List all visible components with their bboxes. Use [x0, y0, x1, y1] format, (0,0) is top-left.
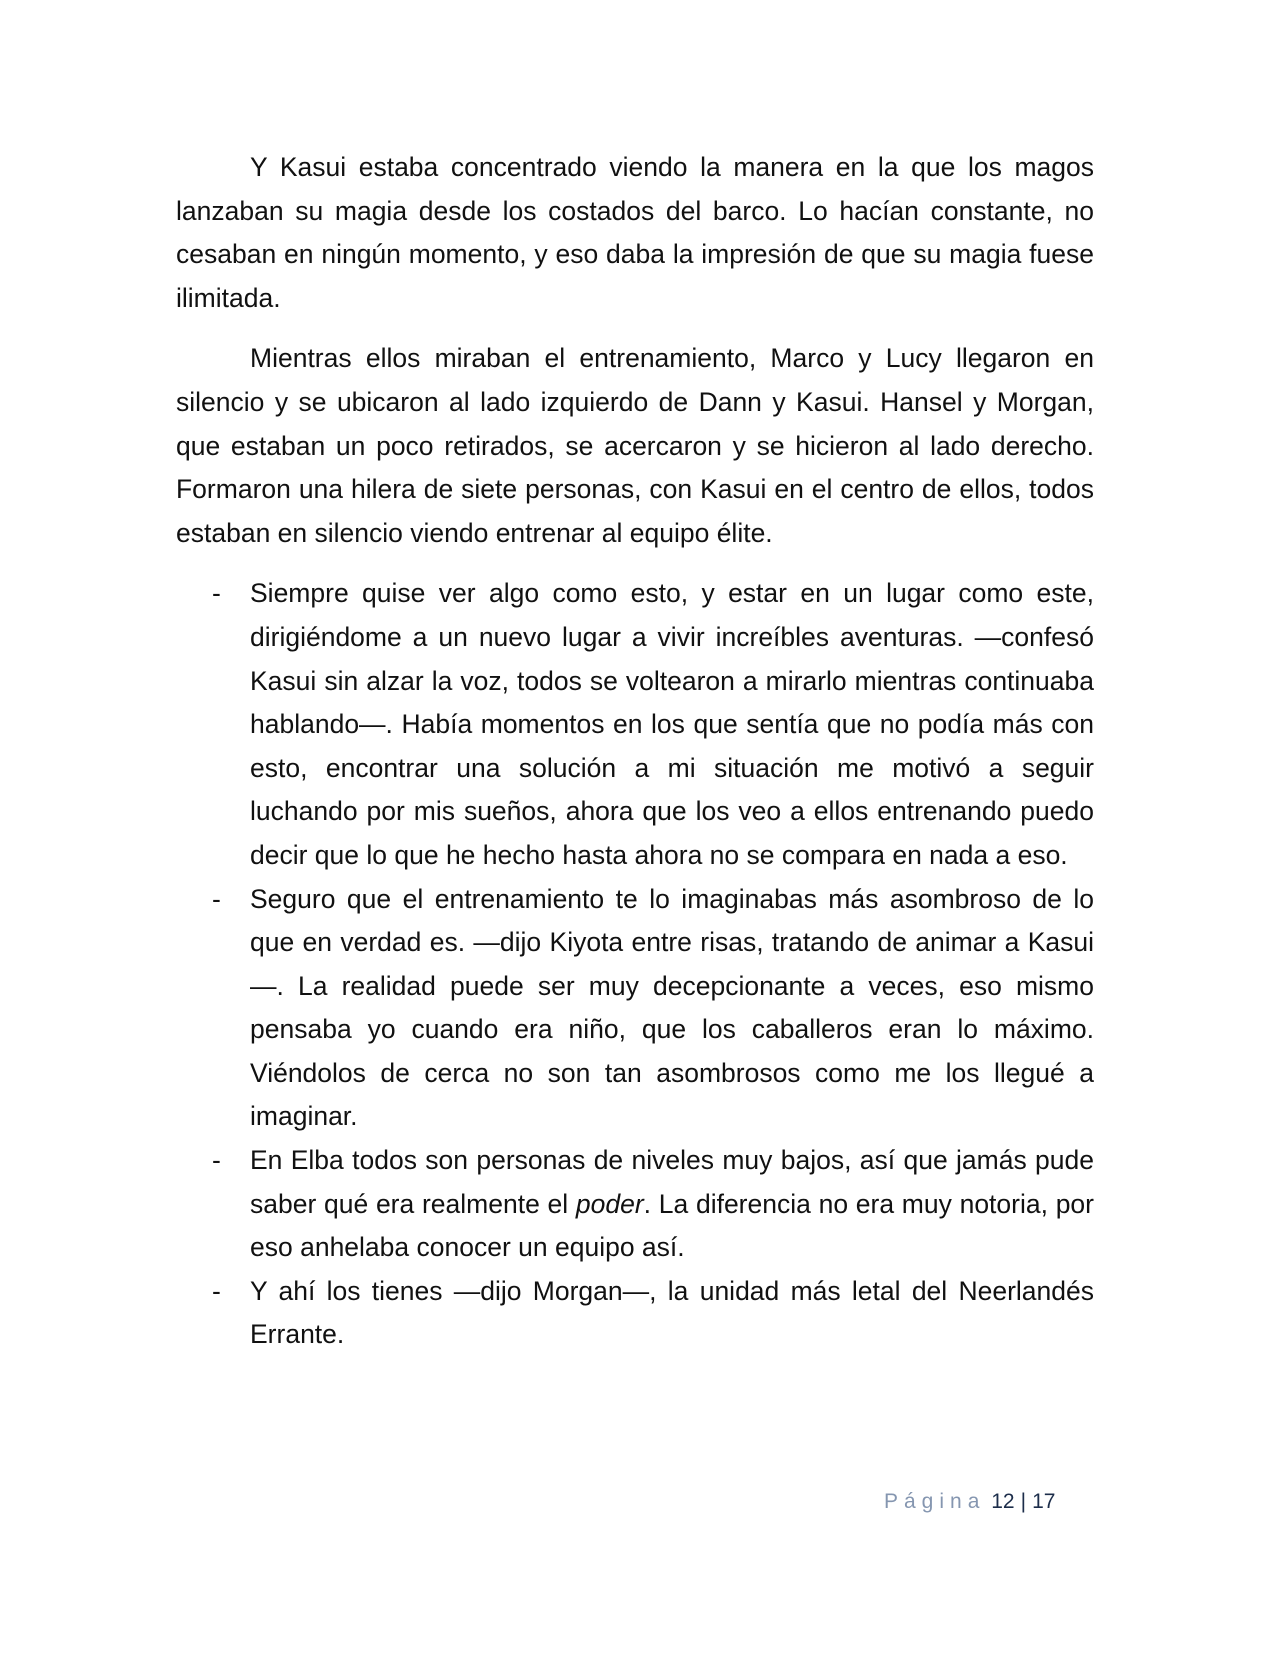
dialogue-text-after: . La diferencia no era muy notoria, por eso anhelaba conocer un equipo así. — [250, 1188, 1094, 1263]
dialogue-line-3 — [176, 1139, 1094, 1270]
dialogue-dash: - — [212, 578, 221, 609]
dialogue-line-1 — [176, 572, 1094, 877]
dialogue-text-before: En Elba todos son personas de niveles muy bajos, así que jamás pude saber qué era realmente el — [250, 1145, 1094, 1219]
dialogue-dash: - — [212, 1145, 221, 1176]
page-footer — [884, 1488, 1055, 1516]
page-label: Página — [884, 1490, 986, 1513]
page-total: 17 — [1032, 1490, 1056, 1513]
page-number: 12 — [991, 1490, 1015, 1513]
dialogue-line-2 — [176, 878, 1094, 1140]
dialogue-dash: - — [212, 1275, 221, 1306]
dialogue-text: Siempre quise ver algo como esto, y estar en un lugar como este, dirigiéndome a un nuevo lugar a vivir increíbles aventuras. —confesó Kasui sin alzar la voz, todos se voltearon a mirarlo mientras continuaba hablando—. Había momentos en los que sentía que no podía más con esto, encontrar una solución a mi situación me motivó a seguir luchando por mis sueños, ahora que los veo a ellos entrenando puedo decir que lo que he hecho hasta ahora no se compara en nada a eso. — [250, 578, 1094, 870]
dialogue-emphasis: poder — [575, 1188, 644, 1219]
dialogue-text: Y ahí los tienes —dijo Morgan—, la unidad más letal del Neerlandés Errante. — [250, 1275, 1094, 1350]
body-text — [176, 146, 1094, 1357]
paragraph-2: Mientras ellos miraban el entrenamiento, Marco y Lucy llegaron en silencio y se ubicaron al lado izquierdo de Dann y Kasui. Hansel y Morgan, que estaban un poco retirados, se acercaron y se hicieron al lado derecho. Formaron una hilera de siete personas, con Kasui en el centro de ellos, todos estaban en silencio viendo entrenar al equipo élite. — [176, 343, 1094, 548]
dialogue-text: Seguro que el entrenamiento te lo imaginabas más asombroso de lo que en verdad es. —dijo Kiyota entre risas, tratando de animar a Kasui—. La realidad puede ser muy decepcionante a veces, eso mismo pensaba yo cuando era niño, que los caballeros eran lo máximo. Viéndolos de cerca no son tan asombrosos como me los llegué a imaginar. — [250, 883, 1094, 1132]
page-separator: | — [1020, 1490, 1027, 1513]
dialogue-list — [176, 572, 1094, 1357]
paragraph-1: Y Kasui estaba concentrado viendo la manera en la que los magos lanzaban su magia desde los costados del barco. Lo hacían constante, no cesaban en ningún momento, y eso daba la impresión de que su magia fuese ilimitada. — [176, 152, 1094, 313]
dialogue-line-4 — [176, 1270, 1094, 1357]
dialogue-dash: - — [212, 883, 221, 914]
